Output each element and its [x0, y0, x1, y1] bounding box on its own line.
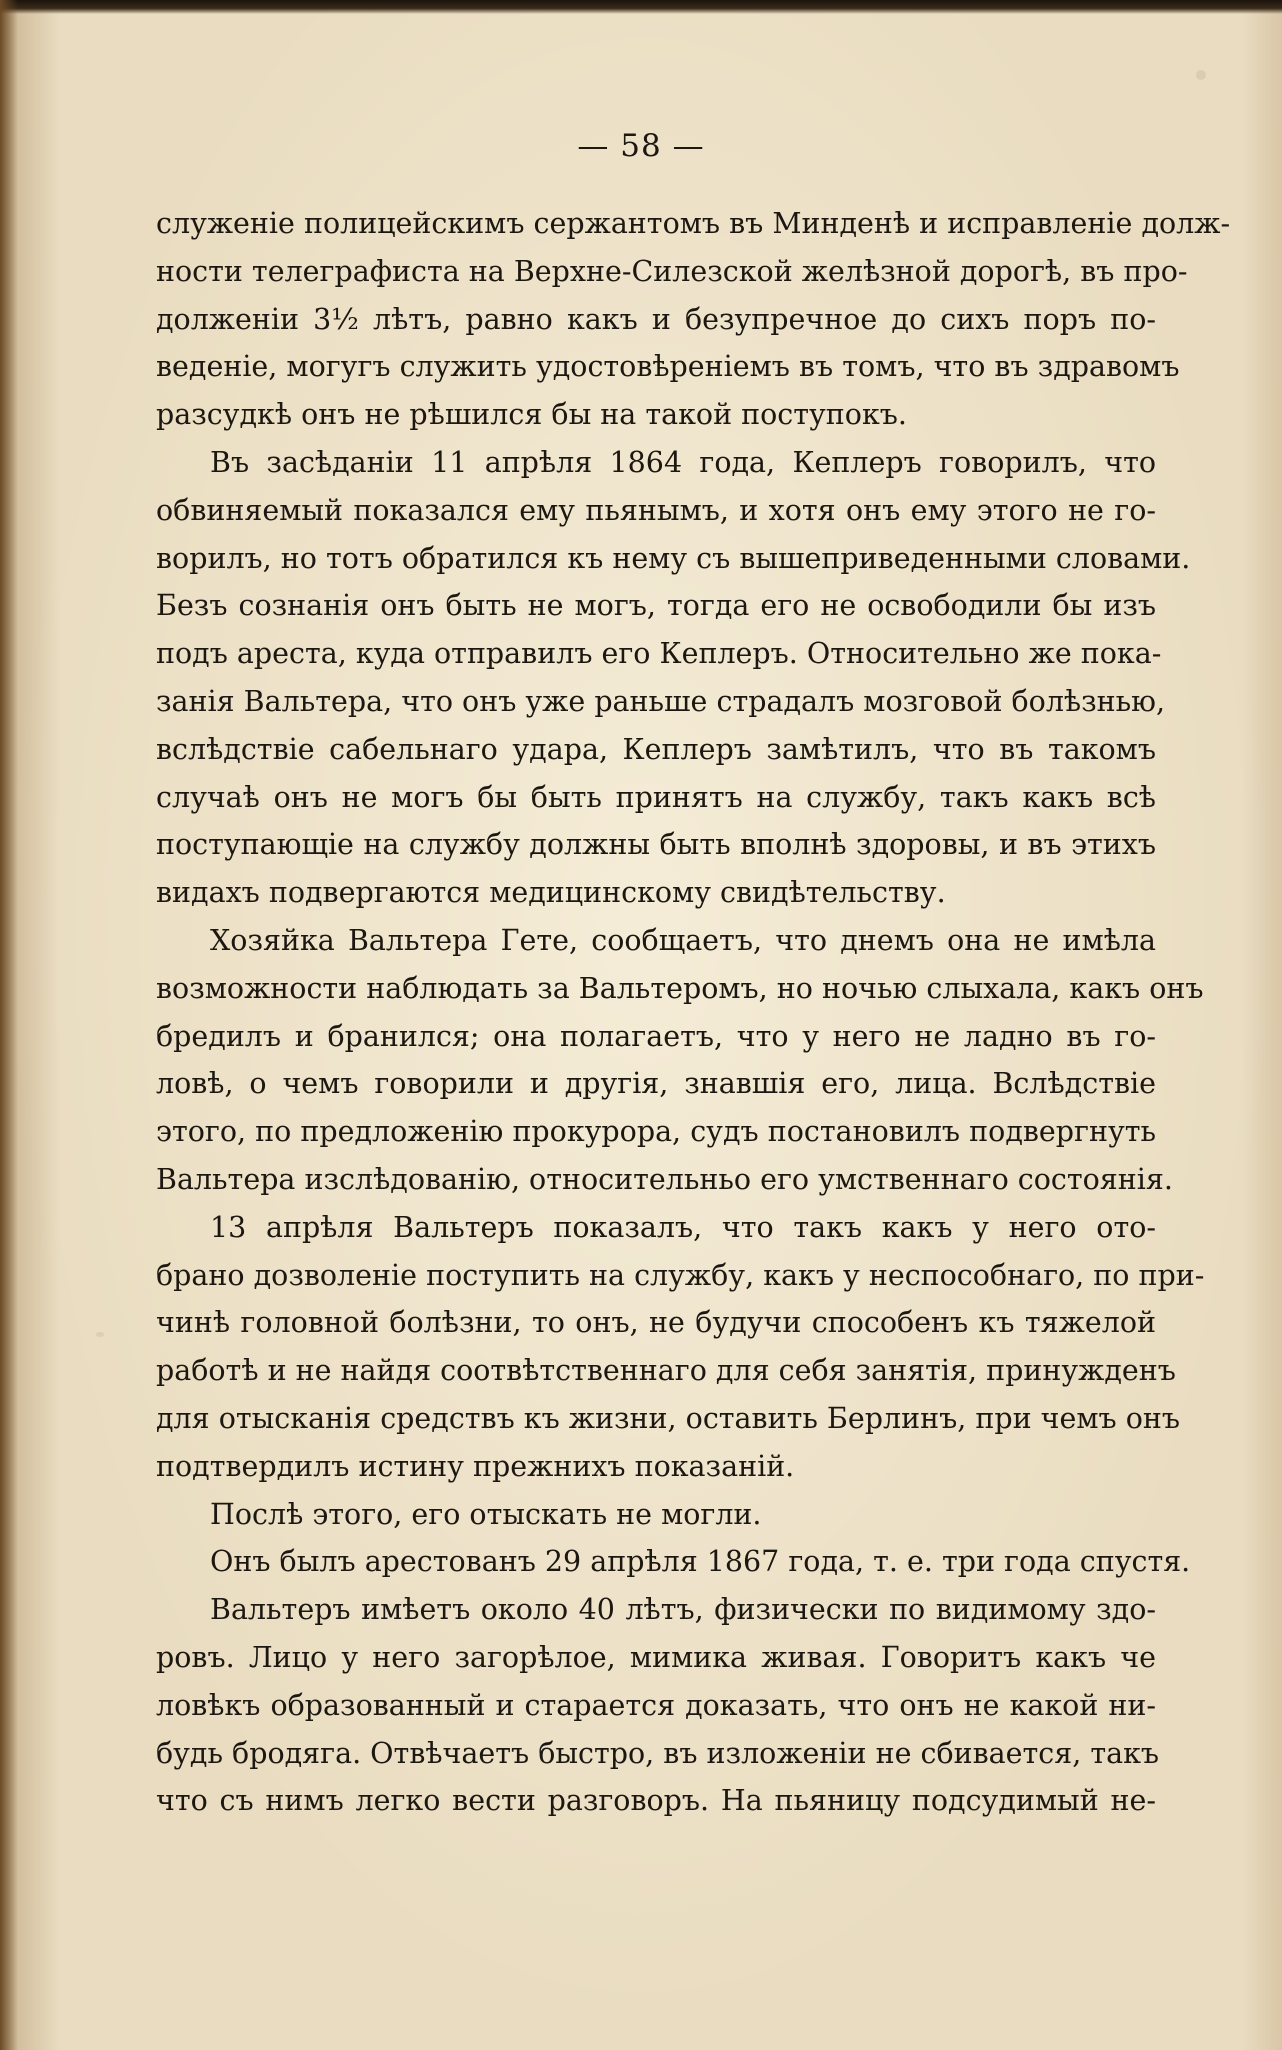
text-line: ворилъ, но тотъ обратился къ нему съ вышеприведенными словами.	[156, 541, 1191, 575]
text-line: долженіи 3½ лѣтъ, равно какъ и безупречное до сихъ поръ по-	[156, 302, 1156, 336]
text-line: работѣ и не найдя соотвѣтственнаго для себя занятія, принужденъ	[156, 1354, 1176, 1388]
text-line: видахъ подвергаются медицинскому свидѣтельству.	[156, 876, 946, 910]
text-line: поступающіе на службу должны быть вполнѣ здоровы, и въ этихъ	[156, 828, 1156, 862]
text-line: подъ ареста, куда отправилъ его Кеплеръ. Относительно же пока-	[156, 637, 1162, 671]
text-line: ровъ. Лицо у него загорѣлое, мимика живая. Говоритъ какъ че	[156, 1640, 1156, 1674]
text-line: Вальтеръ имѣетъ около 40 лѣтъ, физически по видимому здо-	[210, 1593, 1156, 1627]
text-line: случаѣ онъ не могъ бы быть принятъ на службу, такъ какъ всѣ	[156, 780, 1156, 814]
text-line: что съ нимъ легко вести разговоръ. На пьяницу подсудимый не-	[156, 1784, 1156, 1818]
text-line: для отысканія средствъ къ жизни, оставить Берлинъ, при чемъ онъ	[156, 1401, 1180, 1435]
text-line: Онъ былъ арестованъ 29 апрѣля 1867 года, т. е. три года спустя.	[210, 1545, 1191, 1579]
text-line: занія Вальтера, что онъ уже раньше страдалъ мозговой болѣзнью,	[156, 684, 1166, 718]
text-line: служеніе полицейскимъ сержантомъ въ Минденѣ и исправленіе долж-	[156, 207, 1231, 240]
body-text	[156, 200, 1231, 1825]
text-line: Хозяйка Вальтера Гете, сообщаетъ, что днемъ она не имѣла	[210, 923, 1156, 957]
text-line: брано дозволеніе поступить на службу, какъ у неспособнаго, по при-	[156, 1258, 1205, 1292]
text-line: ловѣкъ образованный и старается доказать, что онъ не какой ни-	[156, 1688, 1156, 1722]
text-line: обвиняемый показался ему пьянымъ, и хотя онъ ему этого не го-	[156, 493, 1156, 527]
text-line: Послѣ этого, его отыскать не могли.	[210, 1497, 762, 1531]
text-line: чинѣ головной болѣзни, то онъ, не будучи способенъ къ тяжелой	[156, 1306, 1156, 1340]
text-line: Въ засѣданіи 11 апрѣля 1864 года, Кеплеръ говорилъ, что	[210, 445, 1156, 479]
text-line: веденіе, могугъ служить удостовѣреніемъ въ томъ, что въ здравомъ	[156, 350, 1180, 384]
paper-stain	[1196, 70, 1206, 80]
text-line: будь бродяга. Отвѣчаетъ быстро, въ изложеніи не сбивается, такъ	[156, 1736, 1160, 1770]
paper-stain	[96, 1332, 104, 1337]
page-number: — 58 —	[577, 128, 705, 164]
text-line: этого, по предложенію прокурора, судъ постановилъ подвергнуть	[156, 1115, 1156, 1149]
text-line: Вальтера изслѣдованію, относительньо его умственнаго состоянія.	[156, 1162, 1173, 1196]
text-line: возможности наблюдать за Вальтеромъ, но ночью слыхала, какъ онъ	[156, 971, 1204, 1005]
page-top-shadow	[0, 0, 1282, 14]
page-binding-shadow	[0, 0, 18, 2050]
text-line: бредилъ и бранился; она полагаетъ, что у него не ладно въ го-	[156, 1019, 1156, 1053]
text-line: Безъ сознанія онъ быть не могъ, тогда его не освободили бы изъ	[156, 589, 1156, 623]
text-line: разсудкѣ онъ не рѣшился бы на такой поступокъ.	[156, 398, 907, 432]
text-line: ловѣ, о чемъ говорили и другія, знавшія его, лица. Вслѣдствіе	[156, 1067, 1156, 1101]
text-line: 13 апрѣля Вальтеръ показалъ, что такъ какъ у него ото-	[210, 1210, 1156, 1244]
text-line: подтвердилъ истину прежнихъ показаній.	[156, 1449, 795, 1483]
text-line: вслѣдствіе сабельнаго удара, Кеплеръ замѣтилъ, что въ такомъ	[156, 732, 1156, 766]
text-line: ности телеграфиста на Верхне-Силезской желѣзной дорогѣ, въ про-	[156, 254, 1188, 288]
